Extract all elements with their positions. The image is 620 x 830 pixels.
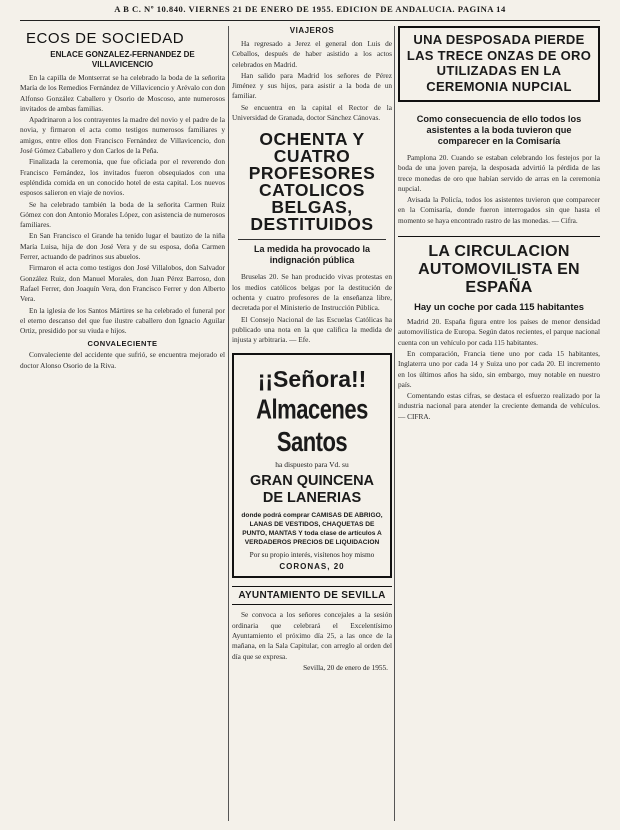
article-paragraph: Finalizada la ceremonia, que fue oficiada por el reverendo don Francisco Fernández, los invitados fueron obsequiados con una espléndida comida en un conocido hotel de esta capital. Los nuevos esposos salieron en viaje de novios. bbox=[20, 157, 225, 198]
article-paragraph: Ha regresado a Jerez el general don Luis de Ceballos, después de haber asistido a los actos celebrados en Madrid. bbox=[232, 39, 392, 69]
ad-footer: Por su propio interés, visítenos hoy mismo bbox=[249, 550, 375, 560]
section-title: ECOS DE SOCIEDAD bbox=[26, 30, 185, 47]
article-paragraph: Avisada la Policía, todos los asistentes tuvieron que comparecer en la Comisaría, donde fueron interrogados sin que hasta el momento se haya encontrado rastro de las monedas. — Cifra. bbox=[398, 195, 600, 225]
boxed-headline: UNA DESPOSADA PIERDE LAS TRECE ONZAS DE ORO UTILIZADAS EN LA CEREMONIA NUPCIAL bbox=[398, 26, 600, 102]
notice-paragraph: Se convoca a los señores concejales a la sesión ordinaria que celebrará el Excelentísimo Ayuntamiento el próximo día 25, a las once de la mañana, en la Sala Capitular, con arreglo al orden del día que se expresa. bbox=[232, 610, 392, 661]
section-title: VIAJEROS bbox=[289, 26, 335, 35]
column-middle bbox=[232, 26, 392, 821]
article-paragraph: Madrid 20. España figura entre los países de menor densidad automovilística de Europa. Según datos recientes, el parque nacional cuenta con un vehículo por cada 115 habitantes. bbox=[398, 317, 600, 347]
notice-signature: Sevilla, 20 de enero de 1955. bbox=[303, 662, 388, 672]
column-right bbox=[398, 26, 600, 821]
ad-announce: ha dispuesto para Vd. su bbox=[275, 460, 349, 470]
article-paragraph: En la capilla de Montserrat se ha celebrado la boda de la señorita María de los Remedios Fernández de Villavicencio y Arévalo con don Alfonso González Caballero y Osorio de Moscoso, ante numerosos invitados de ambas familias. bbox=[20, 73, 225, 113]
section-subtitle: CONVALECIENTE bbox=[87, 339, 158, 349]
article-paragraph: En la iglesia de los Santos Mártires se ha celebrado el funeral por el eterno descanso del que fue ilustre caballero don Ignacio Aguilar Ortiz, presidido por su viuda e hijos. bbox=[20, 305, 225, 336]
article-subhead: ENLACE GONZALEZ-FERNANDEZ DE VILLAVICENCIO bbox=[50, 50, 195, 69]
article-subheadline: Como consecuencia de ello todos los asistentes a la boda tuvieron que comparecer en la Comisaría bbox=[416, 114, 582, 146]
article-paragraph: Firmaron el acta como testigos don José Villalobos, don Salvador González Ruiz, don Manuel Morales, don Juan Pérez Barroso, don Rafael Ferrer, don Joaquín Vera, don Francisco Ferrer y don Alberto Vera. bbox=[20, 263, 225, 304]
article-paragraph: Han salido para Madrid los señores de Pérez Jiménez y sus hijos, para asistir a la boda de un familiar. bbox=[232, 70, 392, 101]
article-subheadline: La medida ha provocado la indignación pública bbox=[238, 239, 386, 266]
ad-address: CORONAS, 20 bbox=[279, 562, 345, 572]
column-society bbox=[20, 26, 225, 821]
article-paragraph: El Consejo Nacional de las Escuelas Católicas ha publicado una nota en la que califica la medida de injusta y arbitraria. — Efe. bbox=[232, 314, 392, 345]
article-paragraph: Se ha celebrado también la boda de la señorita Carmen Ruiz Gómez con don Antonio Morales López, con asistencia de numerosos familiares. bbox=[20, 199, 225, 230]
ad-product-list: donde podrá comprar CAMISAS DE ABRIGO, LANAS DE VESTIDOS, CHAQUETAS DE PUNTO, MANTAS Y toda clase de artículos A VERDADEROS PRECIOS DE LIQUIDACION bbox=[241, 512, 383, 547]
ad-exclamation: ¡¡Señora!! bbox=[257, 366, 367, 393]
column-rule bbox=[394, 26, 395, 821]
article-headline: OCHENTA Y CUATRO PROFESORES CATOLICOS BELGAS, DESTITUIDOS bbox=[248, 129, 376, 235]
ad-lanerias: DE LANERIAS bbox=[262, 490, 362, 507]
ad-quincena: GRAN QUINCENA bbox=[249, 473, 375, 490]
article-paragraph: En San Francisco el Grande ha tenido lugar el bautizo de la niña María Luisa, hija de don José Vera y de su esposa, doña Carmen Ferrer, actuando de padrinos sus abuelos. bbox=[20, 231, 225, 262]
page-header: A B C. Nº 10.840. VIERNES 21 DE ENERO DE 1955. EDICION DE ANDALUCIA. PAGINA 14 bbox=[20, 4, 600, 21]
column-rule bbox=[228, 26, 229, 821]
article-paragraph: En comparación, Francia tiene uno por cada 15 habitantes, Inglaterra uno por cada 14 y Suiza uno por cada 20. El incremento en los últimos años ha sido, sin embargo, muy notable en nuestro país. bbox=[398, 348, 600, 389]
article-paragraph: Bruselas 20. Se han producido vivas protestas en los medios católicos belgas por la destitución de ochenta y cuatro profesores de la enseñanza libre, decretada por el Ministerio de Instrucción Pública. bbox=[232, 272, 392, 313]
article-headline: LA CIRCULACION AUTOMOVILISTA EN ESPAÑA bbox=[398, 236, 600, 297]
article-paragraph: Se encuentra en la capital el Rector de la Universidad de Granada, doctor Sánchez Cánovas. bbox=[232, 102, 392, 123]
article-paragraph: Pamplona 20. Cuando se estaban celebrando los festejos por la boda de una joven pareja, la desposada advirtió la pérdida de las trece monedas de oro que habían servido de arras en la ceremonia nupcial. bbox=[398, 153, 600, 193]
article-subheadline: Hay un coche por cada 115 habitantes bbox=[414, 301, 584, 313]
article-paragraph: Apadrinaron a los contrayentes la madre del novio y el padre de la novia, y firmaron el acta como testigos numerosos familiares y amigos, entre ellos don Francisco Fernández de Villavicencio, don José Gómez Caballero y don Carlos de la Peña. bbox=[20, 115, 225, 156]
notice-title: AYUNTAMIENTO DE SEVILLA bbox=[232, 586, 392, 605]
ad-store-name: Almacenes Santos bbox=[256, 393, 368, 458]
advertisement bbox=[232, 353, 392, 578]
article-paragraph: Comentando estas cifras, se destaca el esfuerzo realizado por la industria nacional para atender la creciente demanda de vehículos. — CIFRA. bbox=[398, 391, 600, 421]
article-paragraph: Convaleciente del accidente que sufrió, se encuentra mejorado el doctor Alonso Osorio de la Riva. bbox=[20, 350, 225, 370]
